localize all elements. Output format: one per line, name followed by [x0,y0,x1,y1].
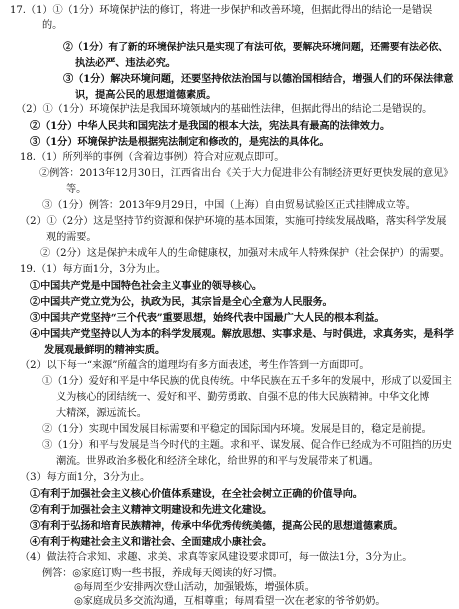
text-line: 大精深，源远流长。 [56,408,147,419]
text-line: 19.（1）每方面1分，3分为止。 [20,264,167,275]
text-line: ◎每周至少安排两次登山活动，加强锻炼，增强体质。 [74,582,315,593]
text-line: （2）以下每一“来源”所蕴含的道理均有多方面表述，考生作答到一方面即可。 [20,360,370,371]
text-line: 例答：◎家庭订购一些书报，养成每天阅读的好习惯。 [42,568,283,579]
text-line: （2）①（1分）环境保护法是我国环境领域内的基础性法律，但据此得出的结论二是错误的。 [16,104,433,115]
text-line: ④中国共产党坚持以人为本的科学发展观。解放思想、实事求是、与时俱进，求真务实，是科学 [30,328,454,340]
text-line: 17.（1）①（1分）环境保护法的修订，将进一步保护和改善环境，但据此得出的结论一是错误 [10,5,433,16]
text-line: ②（2分）这是保护未成年人的生命健康权，加强对未成年人特殊保护（社会保护）的需要。 [40,248,450,259]
text-line: 的。 [42,20,63,31]
text-line: ②中国共产党立党为公，执政为民，其宗旨是全心全意为人民服务。 [30,296,333,308]
text-line: 识，提高公民的思想道德素质。 [75,89,217,101]
text-line: ③（1分）和平与发展是当今时代的主题。求和平、谋发展、促合作已经成为不可阻挡的历史 [42,440,452,451]
text-line: 18.（1）所列举的事例（含着边事例）符合对应观点即可。 [20,152,285,163]
text-line: ②（1分）中华人民共和国宪法才是我国的根本大法，宪法具有最高的法律效力。 [30,120,391,132]
text-line: （3）每方面1分，3分为止。 [20,472,151,483]
text-line: ③（1分）解决环境问题，还要坚持依法治国与以德治国相结合，增强人们的环保法律意 [63,73,454,85]
text-line: ①有利于加强社会主义核心价值体系建设，在全社会树立正确的价值导向。 [30,488,363,500]
text-line: ②（1分）有了新的环境保护法只是实现了有法可依，要解决环境问题，还需要有法必依、 [63,42,448,53]
text-line: ②（1分）实现中国发展目标需要和平稳定的国际国内环境。发展是目的，稳定是前提。 [42,424,432,435]
text-line: 发展观最鲜明的精神实质。 [44,344,166,356]
text-line: ③（1分）例答：2013年9月29日，中国（上海）自由贸易试验区正式挂牌成立等。 [42,200,416,211]
text-line: （2）①（2分）这是坚持节约资源和保护环境的基本国策，实施可持续发展战略，落实科学发展 [20,216,447,227]
text-line: （4）做法符合求知、求趣、求美、求真等家风建设要求即可，每一做法1分，3分为止。 [20,552,413,563]
text-line: 潮流。世界政治多极化和经济全球化，给世界的和平与发展带来了机遇。 [56,456,379,467]
text-line: 观的需要。 [46,232,97,243]
text-line: ③有利于弘扬和培育民族精神，传承中华优秀传统美德，提高公民的思想道德素质。 [30,520,404,532]
text-line: ①（1分）爱好和平是中华民族的优良传统。中华民族在五千多年的发展中，形成了以爱国主 [42,376,452,387]
text-line: 执法必严、违法必究。 [75,57,176,69]
text-line: ②有利于加强社会主义精神文明建设和先进文化建设。 [30,504,273,516]
text-line: ④有利于构建社会主义和谐社会、全面建成小康社会。 [30,536,273,548]
text-line: ③（1分）环境保护法是根据宪法制定和修改的，是宪法的具体化。 [30,136,330,148]
text-line: ③中国共产党坚持“三个代表”重要思想，始终代表中国最广大人民的根本利益。 [30,312,385,324]
text-line: ②例答：2013年12月30日，江西省出台《关于大力促进非公有制经济更好更快发展的意见》 [39,168,454,179]
text-line: 义为核心的团结统一、爱好和平、勤劳勇敢、自强不息的伟大民族精神。中华文化博 [56,392,430,403]
text-line: ◎家庭成员多交流沟通，互相尊重；每周看望一次在老家的爷爷奶奶。 [74,596,386,607]
text-line: 等。 [66,184,87,195]
text-line: ①中国共产党是中国特色社会主义事业的领导核心。 [30,280,263,292]
